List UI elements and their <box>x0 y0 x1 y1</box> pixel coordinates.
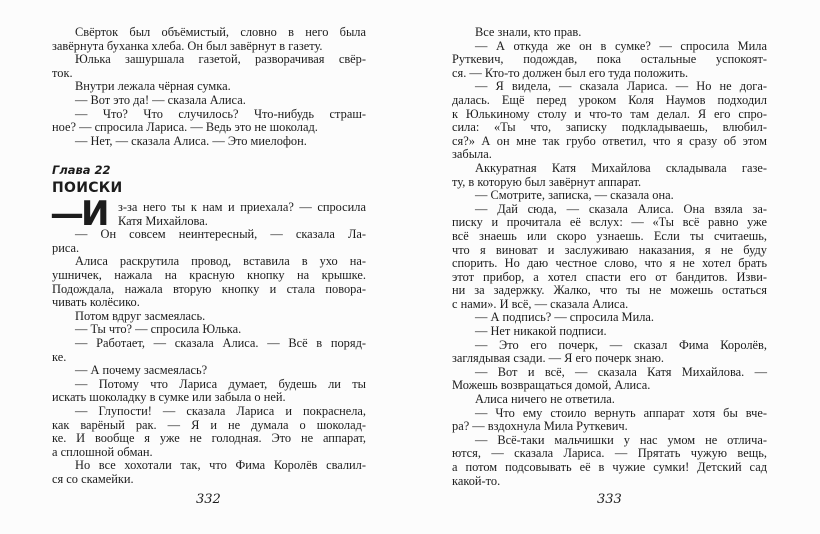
paragraph <box>452 311 767 325</box>
paragraph <box>52 94 366 108</box>
paragraph <box>452 203 767 312</box>
text-line: — Потому что Лариса думает, будешь ли ты <box>75 376 366 391</box>
text-line: — Нет, — сказала Алиса. — Это миелофон. <box>75 133 307 148</box>
paragraph <box>52 405 366 459</box>
text-line: — А откуда же он в сумке? — спросила Мила <box>475 38 767 53</box>
text-line: — Дай сюда, — сказала Алиса. Она взяла за- <box>475 201 767 216</box>
paragraph <box>452 189 767 203</box>
text-line: — Работает, — сказала Алиса. — Всё в поряд- <box>75 335 366 350</box>
text-line: к Юлькиному столу и что-то там делал. Я его спро- <box>452 106 767 121</box>
text-line: Все знали, кто прав. <box>475 25 582 39</box>
text-line: что я виноват и заслуживаю наказания, я не буду <box>452 242 767 257</box>
chapter-title: ПОИСКИ <box>52 180 123 196</box>
text-line: искать шоколадку в сумке или забыла о ней. <box>52 390 286 405</box>
text-line: Подождала, нажала вторую кнопку и стала повора- <box>52 281 366 296</box>
paragraph <box>52 80 366 94</box>
text-line: сила: «Ты что, записку подкладываешь, влюбил- <box>452 120 767 135</box>
text-line: а сплошной обман. <box>52 444 153 459</box>
text-line: — Я видела, — сказала Лариса. — Но не дога- <box>475 79 767 94</box>
paragraph <box>452 393 767 407</box>
text-line: всё знаешь или скоро узнаешь. Если ты считаешь, <box>452 228 767 243</box>
text-line: Потом вдруг засмеялась. <box>75 308 206 323</box>
text-line: — Что? Что случилось? Что-нибудь страш- <box>75 106 366 121</box>
text-line: Юлька зашуршала газетой, разворачивая свёр- <box>75 52 366 67</box>
text-line: риса. <box>52 240 80 255</box>
paragraph <box>52 255 366 309</box>
text-line: ся со скамейки. <box>52 471 134 486</box>
paragraph <box>452 339 767 366</box>
text-line: ются, — сказала Лариса. — Прятать чужую вещь, <box>452 446 767 461</box>
text-line: — А подпись? — спросила Мила. <box>475 310 654 325</box>
text-line: — Он совсем неинтересный, — сказала Ла- <box>75 227 366 242</box>
text-line: какой-то. <box>452 473 501 488</box>
text-line: — Смотрите, записка, — сказала она. <box>475 188 674 203</box>
paragraph <box>52 459 366 486</box>
text-line: ра? — вздохнула Мила Руткевич. <box>452 419 628 434</box>
text-line: ное? — спросила Лариса. — Ведь это не шоколад. <box>52 120 318 135</box>
text-line: Но все хохотали так, что Фима Королёв свалил- <box>75 458 366 473</box>
text-line: Руткевич, подождав, пока остальные успокоят- <box>452 52 767 67</box>
left-page-text-top <box>52 26 366 148</box>
text-line: — Вот и всё, — сказала Катя Михайлова. — <box>475 364 767 379</box>
text-line: заглядывая сзади. — Я его почерк знаю. <box>452 351 665 366</box>
text-line: Катя Михайлова. <box>118 213 208 228</box>
text-line: завёрнута буханка хлеба. Он был завёрнут в газету. <box>52 38 323 53</box>
text-line: — Глупости! — сказала Лариса и покраснела, <box>75 403 366 418</box>
text-line: Можешь возвращаться домой, Алиса. <box>452 378 651 393</box>
text-line: этот прибор, а хотел спасти его от бандитов. Изви- <box>452 269 767 284</box>
paragraph <box>452 407 767 434</box>
page-number-right: 333 <box>597 492 622 507</box>
text-line: спорить. Но даю честное слово, что я не хотел брать <box>452 256 767 271</box>
right-page-text <box>452 26 767 488</box>
text-line: — Нет никакой подписи. <box>475 324 607 339</box>
paragraph <box>452 40 767 81</box>
paragraph <box>52 310 366 324</box>
paragraph <box>52 337 366 364</box>
text-line: Аккуратная Катя Михайлова складывала газе- <box>475 160 767 175</box>
paragraph <box>452 434 767 488</box>
paragraph <box>52 108 366 135</box>
text-line: ся. — Кто-то должен был его туда положить. <box>452 65 689 80</box>
text-line: Внутри лежала чёрная сумка. <box>75 79 231 94</box>
paragraph <box>452 80 767 162</box>
text-line: писку и прочитала её вслух: — «Ты всё равно уже <box>452 215 767 230</box>
text-line: как варёный рак. — Я и не думала о шоколад- <box>52 417 366 432</box>
text-line: Алиса раскрутила провод, вставила в ухо на- <box>75 254 366 269</box>
paragraph <box>52 135 366 149</box>
page-number-left: 332 <box>196 492 221 507</box>
text-line: — Ты что? — спросила Юлька. <box>75 322 242 337</box>
paragraph <box>52 26 366 53</box>
text-line: — Это его почерк, — сказал Фима Королёв, <box>475 337 767 352</box>
text-line: з-за него ты к нам и приехала? — спросила <box>118 200 366 214</box>
text-line: а потом подсовывать её в чужие сумки! Детский сад <box>452 460 767 474</box>
chapter-label: Глава 22 <box>52 163 111 177</box>
paragraph <box>52 228 366 255</box>
paragraph <box>452 366 767 393</box>
text-line: ту, в которую был завёрнут аппарат. <box>452 174 642 189</box>
paragraph <box>52 364 366 378</box>
text-line: забыла. <box>452 147 492 162</box>
text-line: с нами». И всё, — сказала Алиса. <box>452 296 629 311</box>
text-line: — Всё-таки мальчишки у нас умом не отлича- <box>475 432 767 447</box>
paragraph <box>52 323 366 337</box>
text-line: далась. Ещё перед уроком Коля Наумов подходил <box>452 92 767 107</box>
text-line: ке. <box>52 349 67 364</box>
paragraph <box>52 378 366 405</box>
text-line: — Вот это да! — сказала Алиса. <box>75 92 246 107</box>
text-line: ни за задержку. Жалко, что ты не можешь остаться <box>452 283 767 298</box>
left-page-text-body <box>52 201 366 486</box>
paragraph <box>452 162 767 189</box>
paragraph <box>452 26 767 40</box>
text-line: чивать колёсико. <box>52 295 140 310</box>
text-line: — А почему засмеялась? <box>75 363 208 378</box>
text-line: Свёрток был объёмистый, словно в него была <box>75 25 366 39</box>
text-line: ток. <box>52 65 73 80</box>
text-line: ушничек, нажала на красную кнопку на крышке. <box>52 267 366 282</box>
text-line: ке. И вообще я уже не голодная. Это не аппарат, <box>52 431 366 446</box>
paragraph <box>452 325 767 339</box>
paragraph <box>52 201 366 228</box>
paragraph <box>52 53 366 80</box>
drop-cap: —И <box>50 194 107 234</box>
text-line: ся?» А он мне так грубо ответил, что я сразу об этом <box>452 133 767 148</box>
text-line: Алиса ничего не ответила. <box>475 392 615 407</box>
text-line: — Что ему стоило вернуть аппарат хотя бы вче- <box>475 405 767 420</box>
